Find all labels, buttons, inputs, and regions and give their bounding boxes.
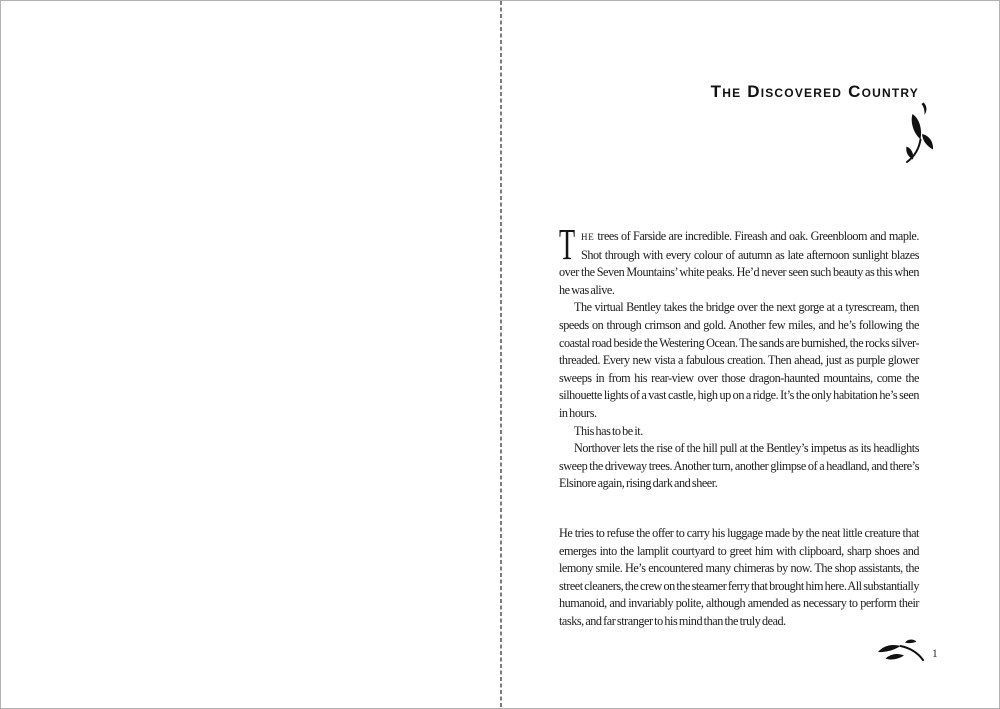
chapter-body xyxy=(559,220,919,630)
chapter-title: The Discovered Country xyxy=(710,82,919,101)
paragraph: This has to be it. xyxy=(574,423,643,438)
left-page-blank xyxy=(1,1,500,708)
page-number: 1 xyxy=(932,648,938,660)
paragraph: Northover lets the rise of the hill pull at the Bentley’s impetus as its headlights sweep the driveway trees. Another turn, another glimpse of a headland, and there’s Elsinore again, rising dark and sheer. xyxy=(559,441,919,491)
small-caps-lead: HE xyxy=(581,232,595,242)
opening-paragraph xyxy=(559,220,919,299)
section-two-paragraph: He tries to refuse the offer to carry his luggage made by the neat little creature that emerges into the lamplit courtyard to greet him with clipboard, sharp shoes and lemony smile. He’s encountered many chimeras by now. The shop assistants, the street cleaners, the crew on the steamer ferry that brought him here. All substantially humanoid, and invariably polite, although amended as necessary to perform their tasks, and far stranger to his mind than the truly dead. xyxy=(559,525,919,628)
chapter-leaf-ornament-icon xyxy=(900,101,938,165)
footer-leaf-ornament-icon xyxy=(877,638,925,664)
opening-paragraph-text: trees of Farside are incredible. Fireash and oak. Greenbloom and maple. Shot through with every colour of autumn as late afternoon sunlight blazes over the Seven Mountains’ white peaks. He’d never seen such beauty as this when he was alive. xyxy=(559,229,919,297)
drop-cap: T xyxy=(559,220,576,269)
paragraph: The virtual Bentley takes the bridge over the next gorge at a tyrescream, then speeds on through crimson and gold. Another few miles, and he’s following the coastal road beside the Westering Ocean. The sands are burnished, the rocks silver-threaded. Every new vista a fabulous creation. Then ahead, just as purple glower sweeps in from his rear-view over those dragon-haunted mountains, come the silhouette lights of a vast castle, high up on a ridge. It’s the only habitation he’s seen in hours. xyxy=(559,300,919,420)
